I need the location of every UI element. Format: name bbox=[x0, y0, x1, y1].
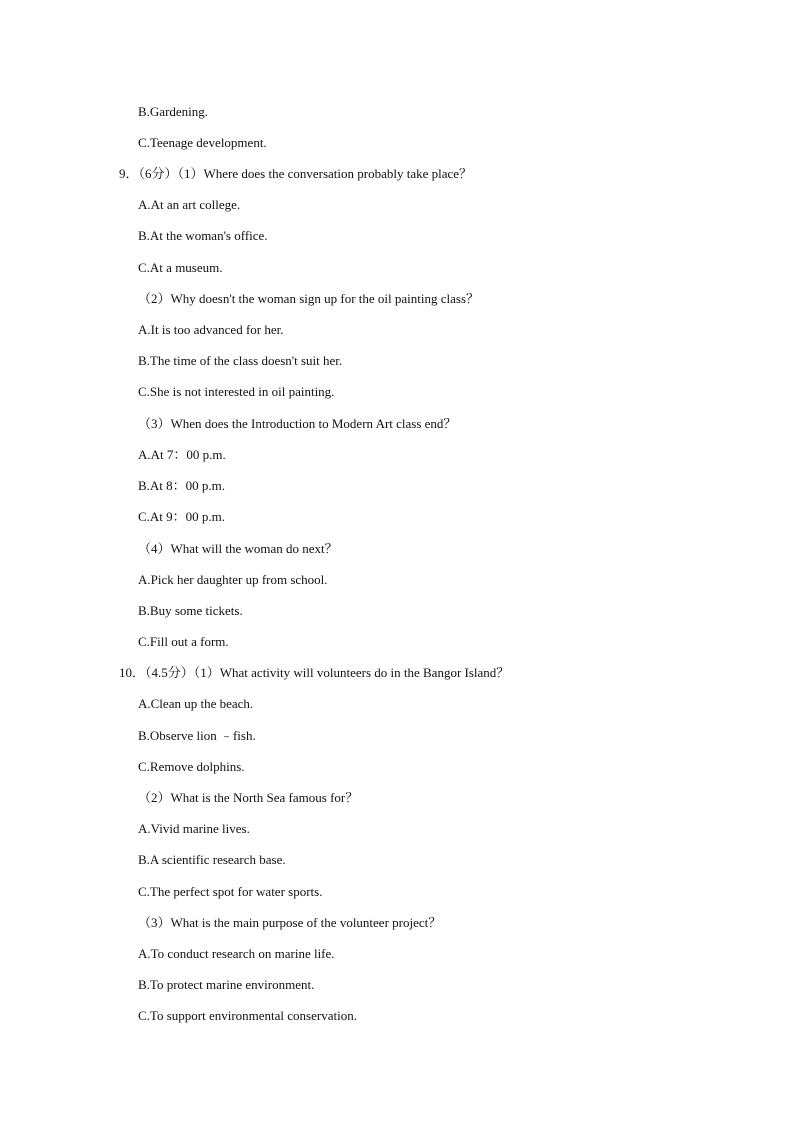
q9-1-option-b: B.At the woman's office. bbox=[138, 228, 268, 243]
q9-4-option-a: A.Pick her daughter up from school. bbox=[138, 572, 328, 587]
q9-4-stem: （4）What will the woman do next？ bbox=[138, 541, 338, 556]
q8-option-b: B.Gardening. bbox=[138, 104, 209, 119]
q10-3-option-b: B.To protect marine environment. bbox=[138, 977, 315, 992]
q9-4-option-b: B.Buy some tickets. bbox=[138, 603, 243, 618]
q9-3-option-b: B.At 8：00 p.m. bbox=[138, 478, 226, 493]
q9-1-option-a: A.At an art college. bbox=[138, 197, 241, 212]
q10-2-stem: （2）What is the North Sea famous for？ bbox=[138, 790, 359, 805]
q10-1-option-b: B.Observe lion ﹣fish. bbox=[138, 728, 256, 743]
q9-3-option-c: C.At 9：00 p.m. bbox=[138, 509, 226, 524]
q9-4-option-c: C.Fill out a form. bbox=[138, 634, 229, 649]
q10-3-stem: （3）What is the main purpose of the volunteer project？ bbox=[138, 915, 442, 930]
q9-2-option-a: A.It is too advanced for her. bbox=[138, 322, 284, 337]
q8-option-c: C.Teenage development. bbox=[138, 135, 267, 150]
q9-2-option-c: C.She is not interested in oil painting. bbox=[138, 384, 335, 399]
q9-2-option-b: B.The time of the class doesn't suit her. bbox=[138, 353, 343, 368]
q10-1-option-a: A.Clean up the beach. bbox=[138, 696, 254, 711]
q10-3-option-a: A.To conduct research on marine life. bbox=[138, 946, 335, 961]
q9-header: 9．（6分）（1）Where does the conversation probably take place？ bbox=[119, 166, 473, 181]
q10-3-option-c: C.To support environmental conservation. bbox=[138, 1008, 357, 1023]
q9-3-option-a: A.At 7：00 p.m. bbox=[138, 447, 226, 462]
q10-2-option-b: B.A scientific research base. bbox=[138, 852, 286, 867]
q9-1-option-c: C.At a museum. bbox=[138, 260, 223, 275]
q9-2-stem: （2）Why doesn't the woman sign up for the oil painting class？ bbox=[138, 291, 480, 306]
q10-header: 10．（4.5分）（1）What activity will volunteers do in the Bangor Island？ bbox=[119, 665, 510, 680]
q10-1-option-c: C.Remove dolphins. bbox=[138, 759, 245, 774]
q10-2-option-a: A.Vivid marine lives. bbox=[138, 821, 250, 836]
q9-3-stem: （3）When does the Introduction to Modern Art class end？ bbox=[138, 416, 457, 431]
q10-2-option-c: C.The perfect spot for water sports. bbox=[138, 884, 323, 899]
